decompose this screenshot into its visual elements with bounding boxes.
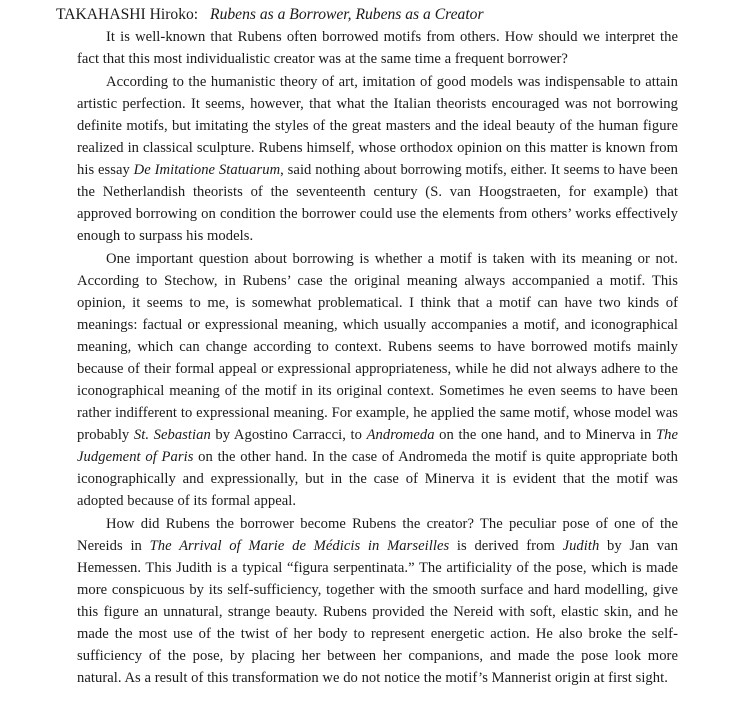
paragraph-text: , said nothing about borrowing motifs, either. It seems to have been the Netherlandish theorists of the seventeenth century (S. van Hoogstraeten, for example) that approved borrowing on condition the borrower could use the elements from others’ works effectively enough to surpass his models. bbox=[77, 162, 678, 244]
paragraph-text: is derived from bbox=[449, 538, 563, 554]
paragraph bbox=[77, 26, 678, 70]
paragraph-text: on the other hand. In the case of Andromeda the motif is quite appropriate both iconographically and expressionally, but in the case of Minerva it is evident that the motif was adopted because of its formal appeal. bbox=[77, 449, 679, 509]
paragraph-text: on the one hand, and to Minerva in bbox=[434, 427, 656, 443]
italic-title-text: De Imitatione Statuarum bbox=[133, 162, 281, 178]
paragraph bbox=[77, 71, 678, 247]
article-body bbox=[77, 26, 678, 689]
paragraph bbox=[77, 513, 678, 689]
paragraph-text: It is well-known that Rubens often borrowed motifs from others. How should we interpret the fact that this most individualistic creator was at the same time a frequent borrower? bbox=[77, 29, 678, 67]
paragraph-text: According to the humanistic theory of art, imitation of good models was indispensable to attain artistic perfection. It seems, however, that what the Italian theorists encouraged was not borrowing definite motifs, but imitating the styles of the great masters and the ideal beauty of the human figure realized in classical sculpture. Rubens himself, whose orthodox opinion on this matter is known from his essay bbox=[77, 74, 678, 178]
article-header bbox=[56, 4, 716, 26]
article-title: Rubens as a Borrower, Rubens as a Creator bbox=[210, 6, 484, 23]
paragraph bbox=[77, 248, 678, 512]
paragraph-text: by Jan van Hemessen. This Judith is a typical “figura serpentinata.” The artificiality of the pose, which is made more conspicuous by its self-sufficiency, together with the smooth surface and hard modelling, give this figure an unnatural, strange beauty. Rubens provided the Nereid with soft, elastic skin, and he made the most use of the twist of her body to represent energetic action. He also broke the self-sufficiency of the pose, by placing her between her companions, and made the pose look more natural. As a result of this transformation we do not notice the motif’s Mannerist origin at first sight. bbox=[77, 538, 678, 686]
author-name: TAKAHASHI Hiroko bbox=[56, 6, 194, 23]
paragraph-text: by Agostino Carracci, to bbox=[210, 427, 367, 443]
italic-title-text: The Judgement of Paris bbox=[77, 427, 679, 465]
header-separator: : bbox=[193, 6, 199, 23]
paragraph-text: One important question about borrowing is whether a motif is taken with its meaning or not. According to Stechow, in Rubens’ case the original meaning always accompanied a motif. This opinion, it seems to me, is somewhat problematical. I think that a motif can have two kinds of meanings: factual or expressional meaning, which usually accompanies a motif, and iconographical meaning, which can change according to context. Rubens seems to have borrowed motifs mainly because of their formal appeal or expressional appropriateness, while he did not always adhere to the iconographical meaning of the motif in its original context. Sometimes he even seems to have been rather indifferent to expressional meaning. For example, he applied the same motif, whose model was probably bbox=[77, 251, 678, 443]
paragraph-text: How did Rubens the borrower become Rubens the creator? The peculiar pose of one of the Nereids in bbox=[77, 516, 678, 554]
italic-title-text: St. Sebastian bbox=[133, 427, 211, 443]
italic-title-text: The Arrival of Marie de Médicis in Marseilles bbox=[149, 538, 450, 554]
italic-title-text: Andromeda bbox=[366, 427, 435, 443]
italic-title-text: Judith bbox=[562, 538, 600, 554]
